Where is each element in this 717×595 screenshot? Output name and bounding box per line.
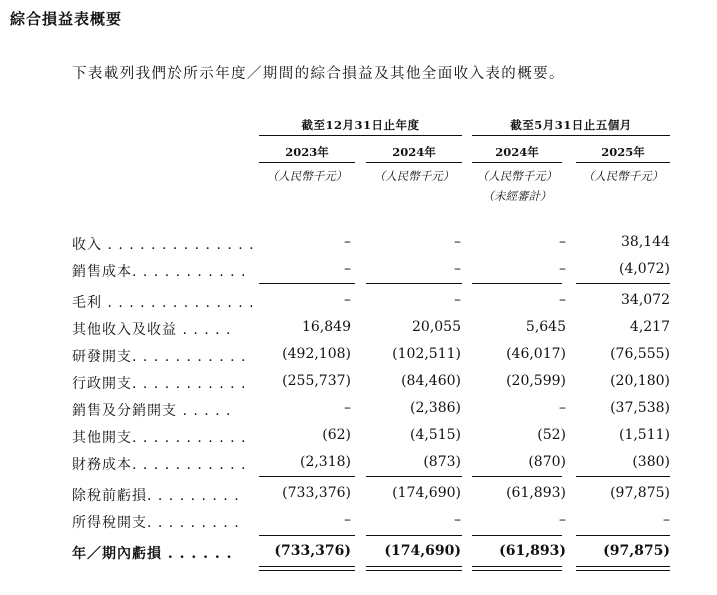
cell-2023: 16,849 bbox=[302, 319, 351, 335]
cell-2024: – bbox=[454, 261, 461, 277]
row-label: 收入 . . . . . . . . . . . . . . bbox=[72, 237, 255, 253]
cell-2025-period: – bbox=[663, 512, 670, 528]
cell-2025-period: (37,538) bbox=[610, 400, 670, 416]
row-label: 研發開支. . . . . . . . . . . bbox=[72, 349, 247, 365]
cell-2025-period: 34,072 bbox=[621, 292, 670, 308]
cell-2024: (4,515) bbox=[409, 427, 461, 443]
cell-2023: (255,737) bbox=[282, 373, 351, 389]
year-header-2024: 2024年 bbox=[392, 145, 436, 159]
total-double-line bbox=[259, 566, 355, 567]
row-label: 除稅前虧損. . . . . . . . . bbox=[72, 488, 240, 504]
row-label: 銷售及分銷開支 . . . . . bbox=[72, 403, 232, 419]
subtotal-line bbox=[366, 476, 462, 477]
intro-text: 下表載列我們於所示年度／期間的綜合損益及其他全面收入表的概要。 bbox=[72, 66, 565, 82]
table-row bbox=[0, 319, 717, 343]
year-header-2025-period: 2025年 bbox=[601, 145, 645, 159]
row-label: 毛利 . . . . . . . . . . . . . . bbox=[72, 295, 255, 311]
cell-2023: (733,376) bbox=[274, 543, 351, 559]
table-row bbox=[0, 346, 717, 370]
cell-2025-period: 4,217 bbox=[629, 319, 670, 335]
total-double-line bbox=[472, 566, 562, 567]
subtotal-line bbox=[259, 476, 355, 477]
row-label: 財務成本. . . . . . . . . . . bbox=[72, 457, 247, 473]
cell-2024: (174,690) bbox=[384, 543, 461, 559]
year-underline-3 bbox=[472, 162, 562, 163]
total-double-line bbox=[472, 570, 562, 571]
year-underline-2 bbox=[366, 162, 462, 163]
unit-label-4: （人民幣千元） bbox=[582, 169, 664, 183]
total-double-line bbox=[259, 570, 355, 571]
row-label: 行政開支. . . . . . . . . . . bbox=[72, 376, 247, 392]
table-row bbox=[0, 292, 717, 316]
unaudited-label: （未經審計） bbox=[482, 189, 552, 203]
cell-2023: – bbox=[344, 512, 351, 528]
cell-2025-period: (97,875) bbox=[610, 485, 670, 501]
row-label: 年／期內虧損 . . . . . . bbox=[72, 546, 233, 562]
cell-2023: – bbox=[344, 292, 351, 308]
total-double-line bbox=[576, 570, 670, 571]
cell-2023: (2,318) bbox=[299, 454, 351, 470]
cell-2024-period: – bbox=[559, 512, 566, 528]
cell-2024-period: (52) bbox=[537, 427, 566, 443]
unit-label-2: （人民幣千元） bbox=[373, 169, 455, 183]
row-label: 所得稅開支. . . . . . . . . bbox=[72, 515, 240, 531]
cell-2024: (84,460) bbox=[401, 373, 461, 389]
cell-2023: – bbox=[344, 400, 351, 416]
table-row bbox=[0, 261, 717, 285]
group-underline-five-months bbox=[472, 135, 670, 136]
subtotal-line bbox=[576, 283, 670, 284]
total-double-line bbox=[366, 566, 462, 567]
cell-2025-period: (1,511) bbox=[618, 427, 670, 443]
cell-2025-period: (20,180) bbox=[610, 373, 670, 389]
cell-2024: – bbox=[454, 234, 461, 250]
row-label: 其他開支. . . . . . . . . . . bbox=[72, 430, 247, 446]
subtotal-line bbox=[576, 535, 670, 536]
subtotal-line bbox=[472, 283, 562, 284]
cell-2024-period: – bbox=[559, 234, 566, 250]
total-double-line bbox=[366, 570, 462, 571]
year-header-2024-period: 2024年 bbox=[495, 145, 539, 159]
cell-2025-period: (4,072) bbox=[618, 261, 670, 277]
cell-2024-period: (61,893) bbox=[499, 543, 566, 559]
row-label: 其他收入及收益 . . . . . bbox=[72, 322, 232, 338]
cell-2024-period: (61,893) bbox=[506, 485, 566, 501]
year-underline-4 bbox=[576, 162, 670, 163]
year-header-2023: 2023年 bbox=[285, 145, 329, 159]
table-row bbox=[0, 373, 717, 397]
total-double-line bbox=[576, 566, 670, 567]
cell-2024-period: (46,017) bbox=[506, 346, 566, 362]
subtotal-line bbox=[472, 476, 562, 477]
subtotal-line bbox=[366, 283, 462, 284]
group-header-annual: 截至12月31日止年度 bbox=[301, 118, 420, 132]
subtotal-line bbox=[576, 476, 670, 477]
cell-2024-period: (20,599) bbox=[506, 373, 566, 389]
cell-2023: (733,376) bbox=[282, 485, 351, 501]
subtotal-line bbox=[259, 283, 355, 284]
cell-2024: – bbox=[454, 512, 461, 528]
cell-2024: (102,511) bbox=[392, 346, 461, 362]
cell-2024: (2,386) bbox=[409, 400, 461, 416]
subtotal-line bbox=[259, 535, 355, 536]
year-underline-1 bbox=[259, 162, 355, 163]
cell-2024-period: (870) bbox=[528, 454, 566, 470]
table-row-total bbox=[0, 543, 717, 567]
cell-2024: (174,690) bbox=[392, 485, 461, 501]
table-row bbox=[0, 400, 717, 424]
cell-2024-period: – bbox=[559, 400, 566, 416]
cell-2023: – bbox=[344, 234, 351, 250]
unit-label-1: （人民幣千元） bbox=[266, 169, 348, 183]
cell-2025-period: (97,875) bbox=[603, 543, 670, 559]
cell-2024: – bbox=[454, 292, 461, 308]
cell-2023: (492,108) bbox=[282, 346, 351, 362]
cell-2025-period: 38,144 bbox=[621, 234, 670, 250]
table-row bbox=[0, 485, 717, 509]
table-row bbox=[0, 454, 717, 478]
unit-label-3: （人民幣千元） bbox=[476, 169, 558, 183]
section-heading: 綜合損益表概要 bbox=[10, 10, 123, 28]
group-header-five-months: 截至5月31日止五個月 bbox=[510, 118, 632, 132]
group-underline-annual bbox=[259, 135, 462, 136]
table-row bbox=[0, 234, 717, 258]
row-label: 銷售成本. . . . . . . . . . . bbox=[72, 264, 247, 280]
subtotal-line bbox=[366, 535, 462, 536]
cell-2025-period: (380) bbox=[632, 454, 670, 470]
cell-2024-period: – bbox=[559, 292, 566, 308]
subtotal-line bbox=[472, 535, 562, 536]
cell-2023: (62) bbox=[322, 427, 351, 443]
cell-2023: – bbox=[344, 261, 351, 277]
cell-2024-period: – bbox=[559, 261, 566, 277]
cell-2024-period: 5,645 bbox=[525, 319, 566, 335]
cell-2025-period: (76,555) bbox=[610, 346, 670, 362]
table-row bbox=[0, 512, 717, 536]
table-row bbox=[0, 427, 717, 451]
cell-2024: 20,055 bbox=[412, 319, 461, 335]
cell-2024: (873) bbox=[423, 454, 461, 470]
